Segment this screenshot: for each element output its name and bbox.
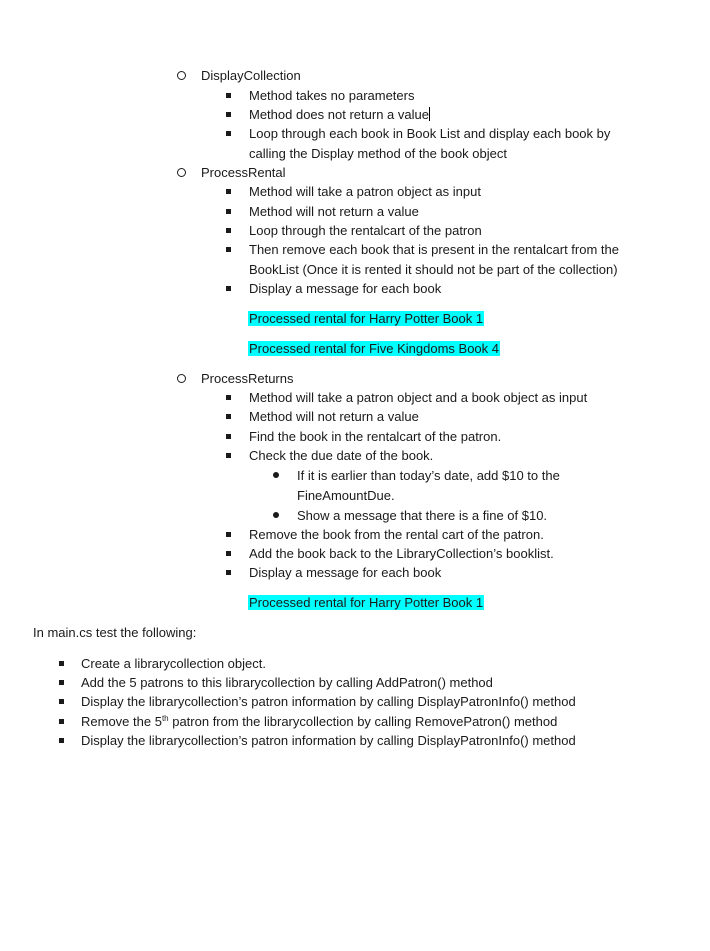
square-bullet-icon: [226, 434, 231, 439]
square-bullet-icon: [59, 680, 64, 685]
main-test-intro: In main.cs test the following:: [33, 625, 197, 640]
list-item-text: Method does not return a value: [249, 107, 429, 122]
square-bullet-icon: [226, 286, 231, 291]
square-bullet-icon: [226, 93, 231, 98]
list-item: Method will not return a value: [249, 409, 419, 424]
list-item: Check the due date of the book.: [249, 448, 434, 463]
dot-bullet-icon: [273, 472, 279, 478]
list-item: Display the librarycollection’s patron information by calling DisplayPatronInfo() method: [81, 694, 576, 709]
square-bullet-icon: [59, 699, 64, 704]
list-item: Display a message for each book: [249, 281, 442, 296]
highlighted-message: [248, 340, 500, 357]
list-item: Then remove each book that is present in the rentalcart from the: [249, 242, 619, 257]
square-bullet-icon: [226, 247, 231, 252]
square-bullet-icon: [226, 414, 231, 419]
square-bullet-icon: [226, 189, 231, 194]
list-item: Method takes no parameters: [249, 88, 415, 103]
list-item: Find the book in the rentalcart of the patron.: [249, 429, 502, 444]
heading-process-rental: ProcessRental: [201, 165, 286, 180]
list-item: Method will not return a value: [249, 204, 419, 219]
heading-display-collection: DisplayCollection: [201, 68, 301, 83]
list-item: Add the book back to the LibraryCollection’s booklist.: [249, 546, 554, 561]
list-item: Add the 5 patrons to this librarycollection by calling AddPatron() method: [81, 675, 493, 690]
list-item-continuation: BookList (Once it is rented it should not be part of the collection): [249, 262, 618, 277]
text-cursor: [429, 107, 430, 121]
square-bullet-icon: [226, 453, 231, 458]
square-bullet-icon: [226, 395, 231, 400]
highlighted-message: [248, 310, 484, 327]
list-item-continuation: calling the Display method of the book object: [249, 146, 507, 161]
list-item: Create a librarycollection object.: [81, 656, 266, 671]
list-item: Loop through each book in Book List and display each book by: [249, 126, 611, 141]
list-item: Loop through the rentalcart of the patron: [249, 223, 482, 238]
list-item: [249, 106, 430, 123]
circle-bullet-icon: [177, 374, 186, 383]
list-item: Display the librarycollection’s patron information by calling DisplayPatronInfo() method: [81, 733, 576, 748]
square-bullet-icon: [226, 228, 231, 233]
list-item-text: Remove the 5: [81, 714, 162, 729]
square-bullet-icon: [226, 570, 231, 575]
square-bullet-icon: [226, 131, 231, 136]
dot-bullet-icon: [273, 512, 279, 518]
list-item: Display a message for each book: [249, 565, 442, 580]
ordinal-suffix: th: [161, 714, 169, 723]
square-bullet-icon: [226, 112, 231, 117]
list-item: Method will take a patron object as input: [249, 184, 481, 199]
message-text: Processed rental for Harry Potter Book 1: [249, 595, 484, 610]
message-text: Processed rental for Five Kingdoms Book 4: [249, 341, 500, 356]
square-bullet-icon: [226, 209, 231, 214]
highlighted-message: [248, 594, 484, 611]
sub-list-item-continuation: FineAmountDue.: [297, 488, 395, 503]
sub-list-item: Show a message that there is a fine of $10.: [297, 508, 548, 523]
list-item-text: patron from the librarycollection by calling RemovePatron() method: [168, 714, 558, 729]
circle-bullet-icon: [177, 71, 186, 80]
square-bullet-icon: [226, 532, 231, 537]
heading-process-returns: ProcessReturns: [201, 371, 294, 386]
list-item: [81, 713, 557, 730]
square-bullet-icon: [59, 738, 64, 743]
square-bullet-icon: [226, 551, 231, 556]
message-text: Processed rental for Harry Potter Book 1: [249, 311, 484, 326]
list-item: Method will take a patron object and a book object as input: [249, 390, 588, 405]
square-bullet-icon: [59, 719, 64, 724]
circle-bullet-icon: [177, 168, 186, 177]
sub-list-item: If it is earlier than today’s date, add $10 to the: [297, 468, 560, 483]
square-bullet-icon: [59, 661, 64, 666]
list-item: Remove the book from the rental cart of the patron.: [249, 527, 544, 542]
